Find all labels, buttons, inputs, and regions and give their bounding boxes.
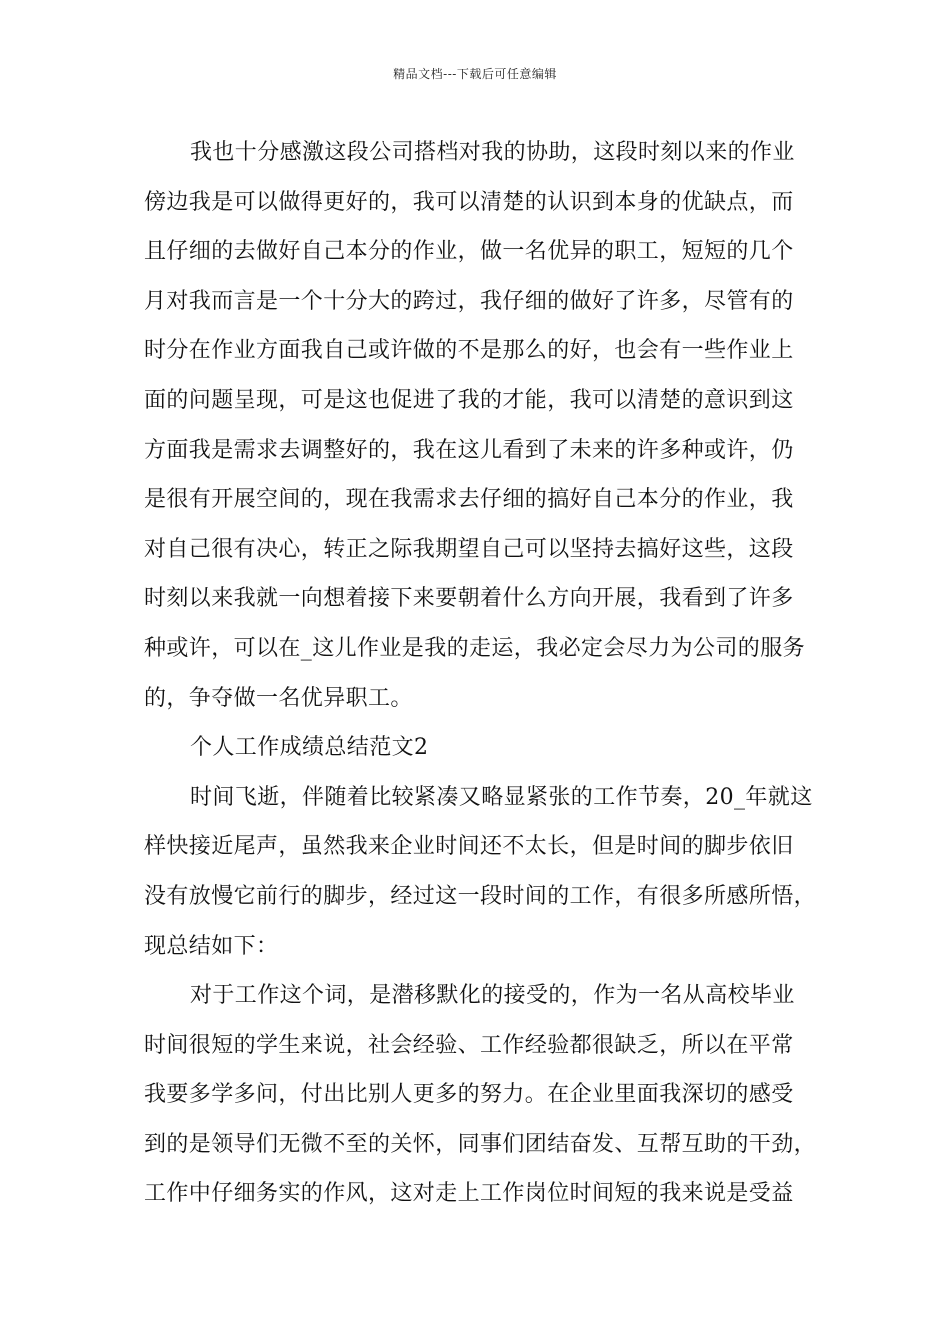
document-body bbox=[144, 128, 817, 1219]
text-line: 种或许，可以在_这儿作业是我的走运，我必定会尽力为公司的服务 bbox=[144, 635, 806, 661]
text-line: 我也十分感激这段公司搭档对我的协助，这段时刻以来的作业 bbox=[190, 140, 795, 165]
text-line: 面的问题呈现，可是这也促进了我的才能，我可以清楚的意识到这 bbox=[144, 387, 794, 413]
text-line: 时间很短的学生来说，社会经验、工作经验都很缺乏，所以在平常 bbox=[144, 1032, 794, 1058]
text-line: 对自己很有决心，转正之际我期望自己可以坚持去搞好这些，这段 bbox=[144, 536, 794, 562]
section-heading bbox=[144, 723, 809, 773]
text-line: 工作中仔细务实的作风，这对走上工作岗位时间短的我来说是受益 bbox=[144, 1181, 794, 1207]
paragraph-work bbox=[144, 971, 817, 1219]
text-line: 对于工作这个词，是潜移默化的接受的，作为一名从高校毕业 bbox=[190, 983, 795, 1009]
text-line: 方面我是需求去调整好的，我在这儿看到了未来的许多种或许，仍 bbox=[144, 437, 794, 463]
page-header: 精品文档---下载后可任意编辑 bbox=[393, 67, 557, 81]
text-line: 到的是领导们无微不至的关怀，同事们团结奋发、互帮互助的干劲， bbox=[144, 1131, 817, 1157]
paragraph-gratitude bbox=[144, 128, 809, 723]
text-line: 样快接近尾声，虽然我来企业时间还不太长，但是时间的脚步依旧 bbox=[144, 834, 794, 860]
text-line: 且仔细的去做好自己本分的作业，做一名优异的职工，短短的几个 bbox=[144, 239, 794, 265]
text-line: 的，争夺做一名优异职工。 bbox=[144, 685, 413, 711]
text-line: 现总结如下： bbox=[144, 933, 279, 959]
text-line: 时间飞逝，伴随着比较紧凑又略显紧张的工作节奏，20_年就这 bbox=[190, 784, 813, 810]
text-line: 时刻以来我就一向想着接下来要朝着什么方向开展，我看到了许多 bbox=[144, 586, 794, 612]
text-line: 傍边我是可以做得更好的，我可以清楚的认识到本身的优缺点，而 bbox=[144, 189, 794, 215]
text-line: 是很有开展空间的，现在我需求去仔细的搞好自己本分的作业，我 bbox=[144, 487, 794, 513]
text-line: 我要多学多问，付出比别人更多的努力。在企业里面我深切的感受 bbox=[144, 1082, 794, 1108]
text-line: 没有放慢它前行的脚步，经过这一段时间的工作，有很多所感所悟， bbox=[144, 883, 817, 909]
text-line: 时分在作业方面我自己或许做的不是那么的好，也会有一些作业上 bbox=[144, 338, 794, 364]
section-title: 个人工作成绩总结范文2 bbox=[190, 735, 429, 761]
text-line: 月对我而言是一个十分大的跨过，我仔细的做好了许多，尽管有的 bbox=[144, 288, 794, 314]
paragraph-intro bbox=[144, 773, 817, 971]
